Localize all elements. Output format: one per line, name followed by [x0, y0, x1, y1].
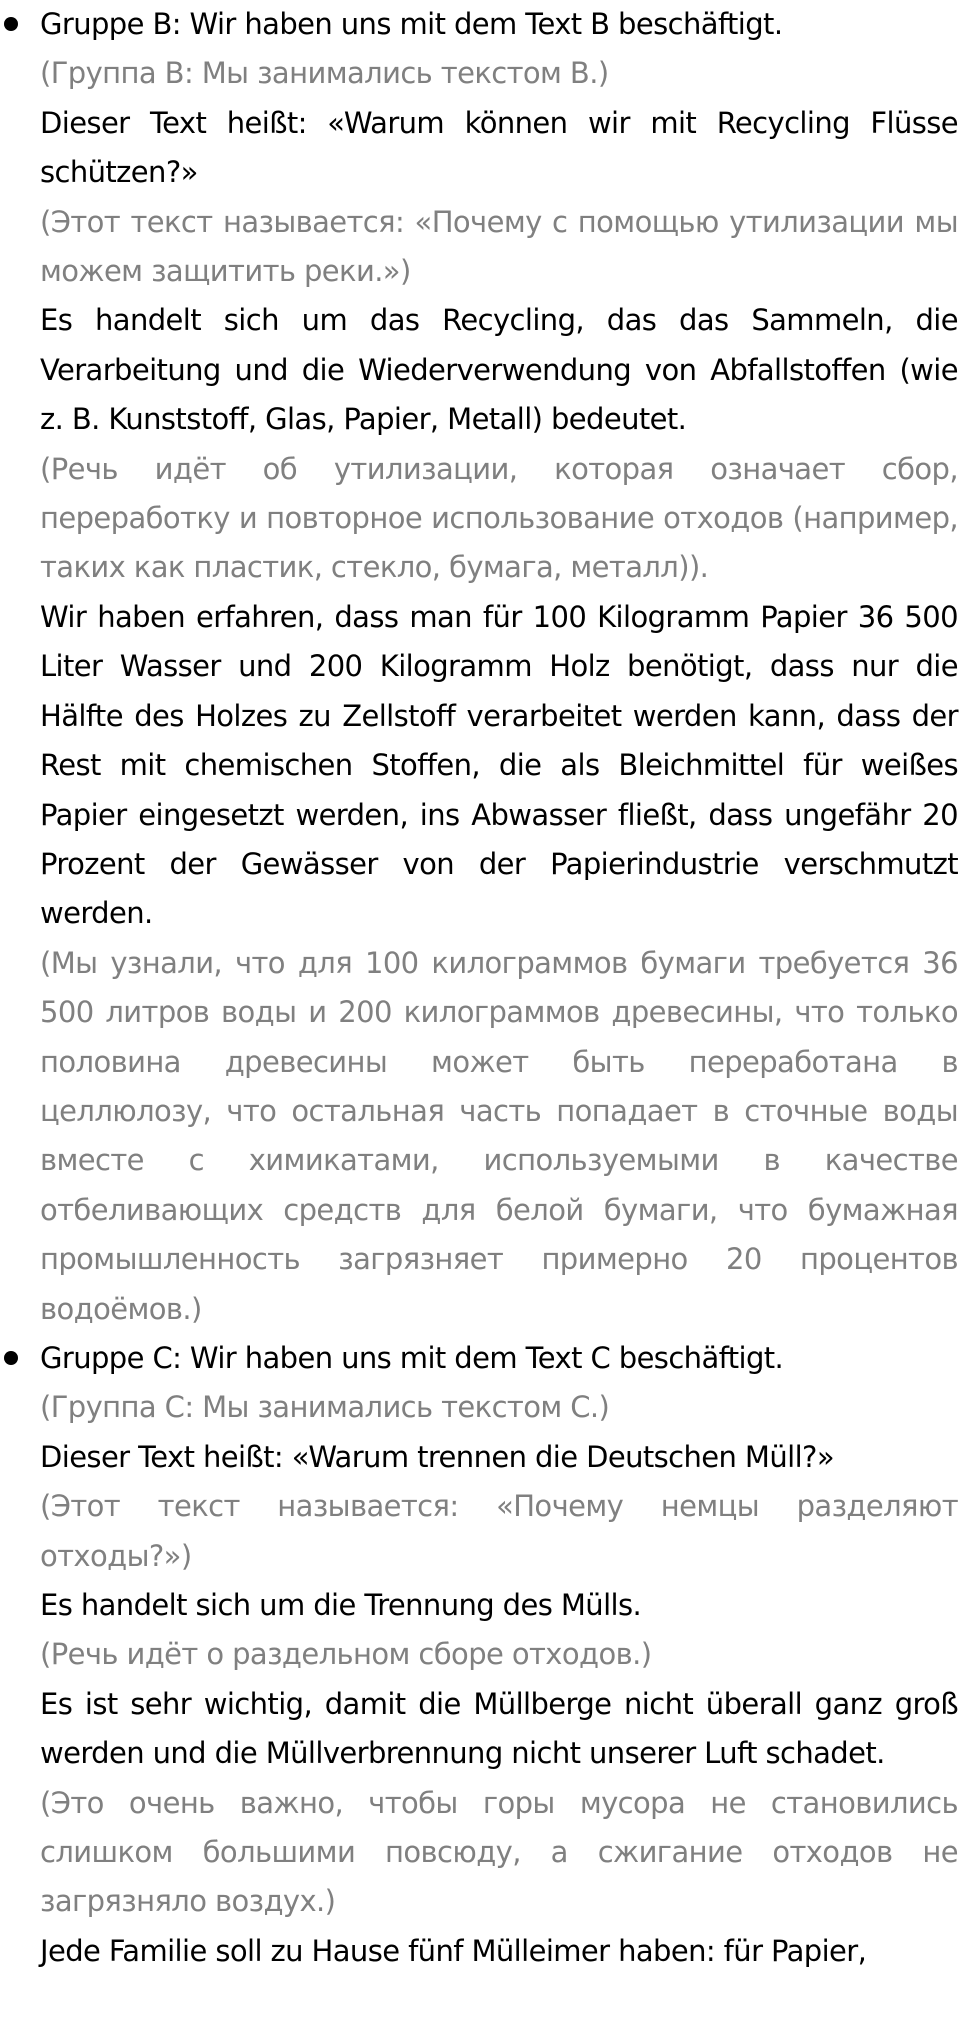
bullet-icon: [4, 17, 18, 31]
paragraph-german: Gruppe B: Wir haben uns mit dem Text B beschäftigt.: [40, 7, 783, 41]
paragraph-russian-translation: (Группа B: Мы занимались текстом B.): [40, 56, 609, 91]
paragraph-russian-translation: (Этот текст называется: «Почему с помощью утилизации мы можем защитить реки.»): [40, 204, 958, 289]
paragraph-german: Es ist sehr wichtig, damit die Müllberge nicht überall ganz groß werden und die Müllverbrennung nicht unserer Luft schadet.: [40, 1686, 958, 1771]
paragraph-russian-translation: (Это очень важно, чтобы горы мусора не становились слишком большими повсюду, а сжигание отходов не загрязняло воздух.): [40, 1785, 958, 1919]
paragraph-russian-translation: (Этот текст называется: «Почему немцы разделяют отходы?»): [40, 1489, 958, 1573]
bullet-icon: [4, 1351, 18, 1365]
paragraph-german: Es handelt sich um die Trennung des Mülls.: [40, 1588, 642, 1622]
paragraph-russian-translation: (Речь идёт о раздельном сборе отходов.): [40, 1637, 652, 1672]
paragraph-german: Dieser Text heißt: «Warum können wir mit Recycling Flüsse schützen?»: [40, 105, 958, 190]
paragraph-german: Es handelt sich um das Recycling, das das Sammeln, die Verarbeitung und die Wiederverwendung von Abfallstoffen (wie z. B. Kunststoff, Glas, Papier, Metall) bedeutet.: [40, 303, 958, 437]
paragraph-german: Gruppe C: Wir haben uns mit dem Text C beschäftigt.: [40, 1340, 784, 1375]
list-item-group-c: [0, 1334, 958, 1976]
paragraph-russian-translation: (Речь идёт об утилизации, которая означает сбор, переработку и повторное использование отходов (например, таких как пластик, стекло, бумага, металл)).: [40, 451, 958, 585]
paragraph-russian-translation: (Мы узнали, что для 100 килограммов бумаги требуется 36 500 литров воды и 200 килограммов древесины, что только половина древесины может быть переработана в целлюлозу, что остальная часть попадает в сточные воды вместе с химикатами, используемыми в качестве отбеливающих средств для белой бумаги, что бумажная промышленность загрязняет примерно 20 процентов водоёмов.): [40, 945, 958, 1326]
paragraph-russian-translation: (Группа C: Мы занимались текстом C.): [40, 1390, 610, 1425]
paragraph-german: Wir haben erfahren, dass man für 100 Kilogramm Papier 36 500 Liter Wasser und 200 Kilogramm Holz benötigt, dass nur die Hälfte des Holzes zu Zellstoff verarbeitet werden kann, dass der Rest mit chemischen Stoffen, die als Bleichmittel für weißes Papier eingesetzt werden, ins Abwasser fließt, dass ungefähr 20 Prozent der Gewässer von der Papierindustrie verschmutzt werden.: [40, 599, 958, 931]
paragraph-german: Jede Familie soll zu Hause fünf Mülleimer haben: für Papier,: [40, 1933, 867, 1968]
paragraph-german: Dieser Text heißt: «Warum trennen die Deutschen Müll?»: [40, 1439, 834, 1474]
